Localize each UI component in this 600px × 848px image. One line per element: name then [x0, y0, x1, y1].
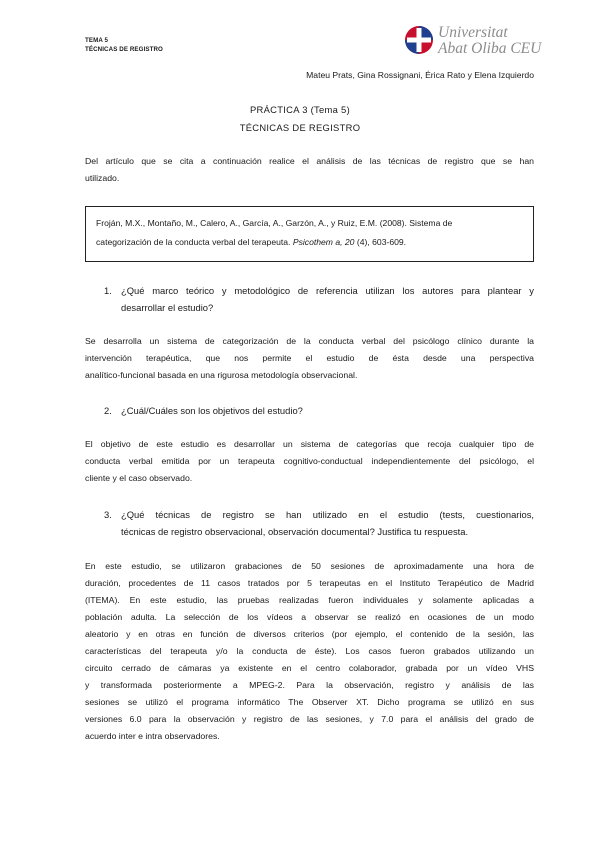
subject-header	[85, 36, 163, 54]
subject-line-2: TÉCNICAS DE REGISTRO	[85, 46, 163, 53]
answer-line: analítico-funcional basada en una rigurosa metodología observacional.	[85, 370, 358, 380]
question-line: ¿Qué técnicas de registro se han utilizado en el estudio (tests, cuestionarios,	[121, 509, 534, 520]
answer-line: Se desarrolla un sistema de categorización de la conducta verbal del psicólogo clínico durante la	[85, 336, 534, 346]
question-3	[104, 506, 534, 540]
intro-line-2: utilizado.	[85, 173, 120, 183]
answer-line: intervención terapéutica, que nos permite el estudio de ésta desde una perspectiva	[85, 353, 534, 363]
answer-line: población adulta. La selección de los vídeos a observar se realizó en ocasiones de un modo	[85, 612, 534, 622]
answer-line: acuerdo inter e intra observadores.	[85, 731, 220, 741]
answer-line: sesiones se utilizó el programa informático The Observer XT. Dicho programa se utilizó en sus	[85, 697, 534, 707]
answer-line: conducta verbal emitida por un terapeuta cognitivo-conductual independientemente del psicólogo, el	[85, 456, 534, 466]
answer-line: y transformada posteriormente a MPEG-2. Para la observación, registro y análisis de las	[85, 680, 534, 690]
logo-wordmark	[438, 25, 541, 57]
answer-line: circuito cerrado de cámaras ya existente en el centro colaborador, grabada por un vídeo VHS	[85, 663, 534, 673]
logo-line-2: Abat Oliba CEU	[438, 40, 542, 57]
reference-box	[85, 206, 534, 262]
question-number: 1.	[104, 285, 112, 296]
answer-line: aleatorio y en otras en función de diversos criterios (por ejemplo, el contenido de la sesión, las	[85, 629, 534, 639]
question-number: 3.	[104, 509, 112, 520]
question-2	[104, 402, 534, 419]
answer-line: El objetivo de este estudio es desarrollar un sistema de categorías que recoja cualquier tipo de	[85, 439, 534, 449]
answer-line: En este estudio, se utilizaron grabaciones de 50 sesiones de aproximadamente una hora de	[85, 561, 534, 571]
logo-line-1: Universitat	[438, 24, 508, 41]
reference-line-2-post: (4), 603-609.	[354, 236, 407, 247]
answer-line: cliente y el caso observado.	[85, 473, 193, 483]
intro-paragraph	[85, 153, 534, 187]
reference-journal: Psicothem a, 20	[292, 236, 355, 247]
question-number: 2.	[104, 405, 112, 416]
answer-3	[85, 558, 534, 745]
authors-line: Mateu Prats, Gina Rossignani, Érica Rato y Elena Izquierdo	[306, 70, 534, 80]
answer-line: características del terapeuta y/o la conducta de éste). Los casos fueron grabados utilizando un	[85, 646, 534, 656]
question-text	[121, 506, 534, 540]
subject-line-1: TEMA 5	[85, 37, 109, 44]
answer-1	[85, 333, 534, 384]
question-line: ¿Qué marco teórico y metodológico de referencia utilizan los autores para plantear y	[121, 285, 534, 296]
answer-line: versiones 6.0 para la observación y registro de las sesiones, y 7.0 para el análisis del grado de	[85, 714, 534, 724]
answer-line: (ITEMA). En este estudio, las pruebas realizadas fueron individuales y solamente aplicadas a	[85, 595, 534, 605]
reference-line-1: Froján, M.X., Montaño, M., Calero, A., García, A., Garzón, A., y Ruiz, E.M. (2008). Sistema de	[96, 218, 453, 228]
question-line: desarrollar el estudio?	[121, 302, 214, 313]
university-logo	[404, 22, 544, 62]
question-line: técnicas de registro observacional, observación documental? Justifica tu respuesta.	[121, 526, 469, 537]
reference-line-2-pre: categorización de la conducta verbal del terapeuta.	[96, 236, 293, 247]
answer-line: duración, procedentes de 11 casos tratados por 5 terapeutas en el Instituto Terapéutico de Madrid	[85, 578, 534, 588]
answer-2	[85, 436, 534, 487]
reference-line-2	[96, 233, 523, 252]
university-emblem-icon	[404, 25, 434, 55]
question-text	[121, 282, 534, 316]
question-text	[121, 402, 534, 419]
practice-title: PRÁCTICA 3 (Tema 5)	[250, 104, 350, 115]
intro-line-1: Del artículo que se cita a continuación realice el análisis de las técnicas de registro que se han	[85, 156, 534, 166]
question-line: ¿Cuál/Cuáles son los objetivos del estudio?	[121, 405, 303, 416]
question-1	[104, 282, 534, 316]
practice-subtitle: TÉCNICAS DE REGISTRO	[239, 122, 361, 133]
